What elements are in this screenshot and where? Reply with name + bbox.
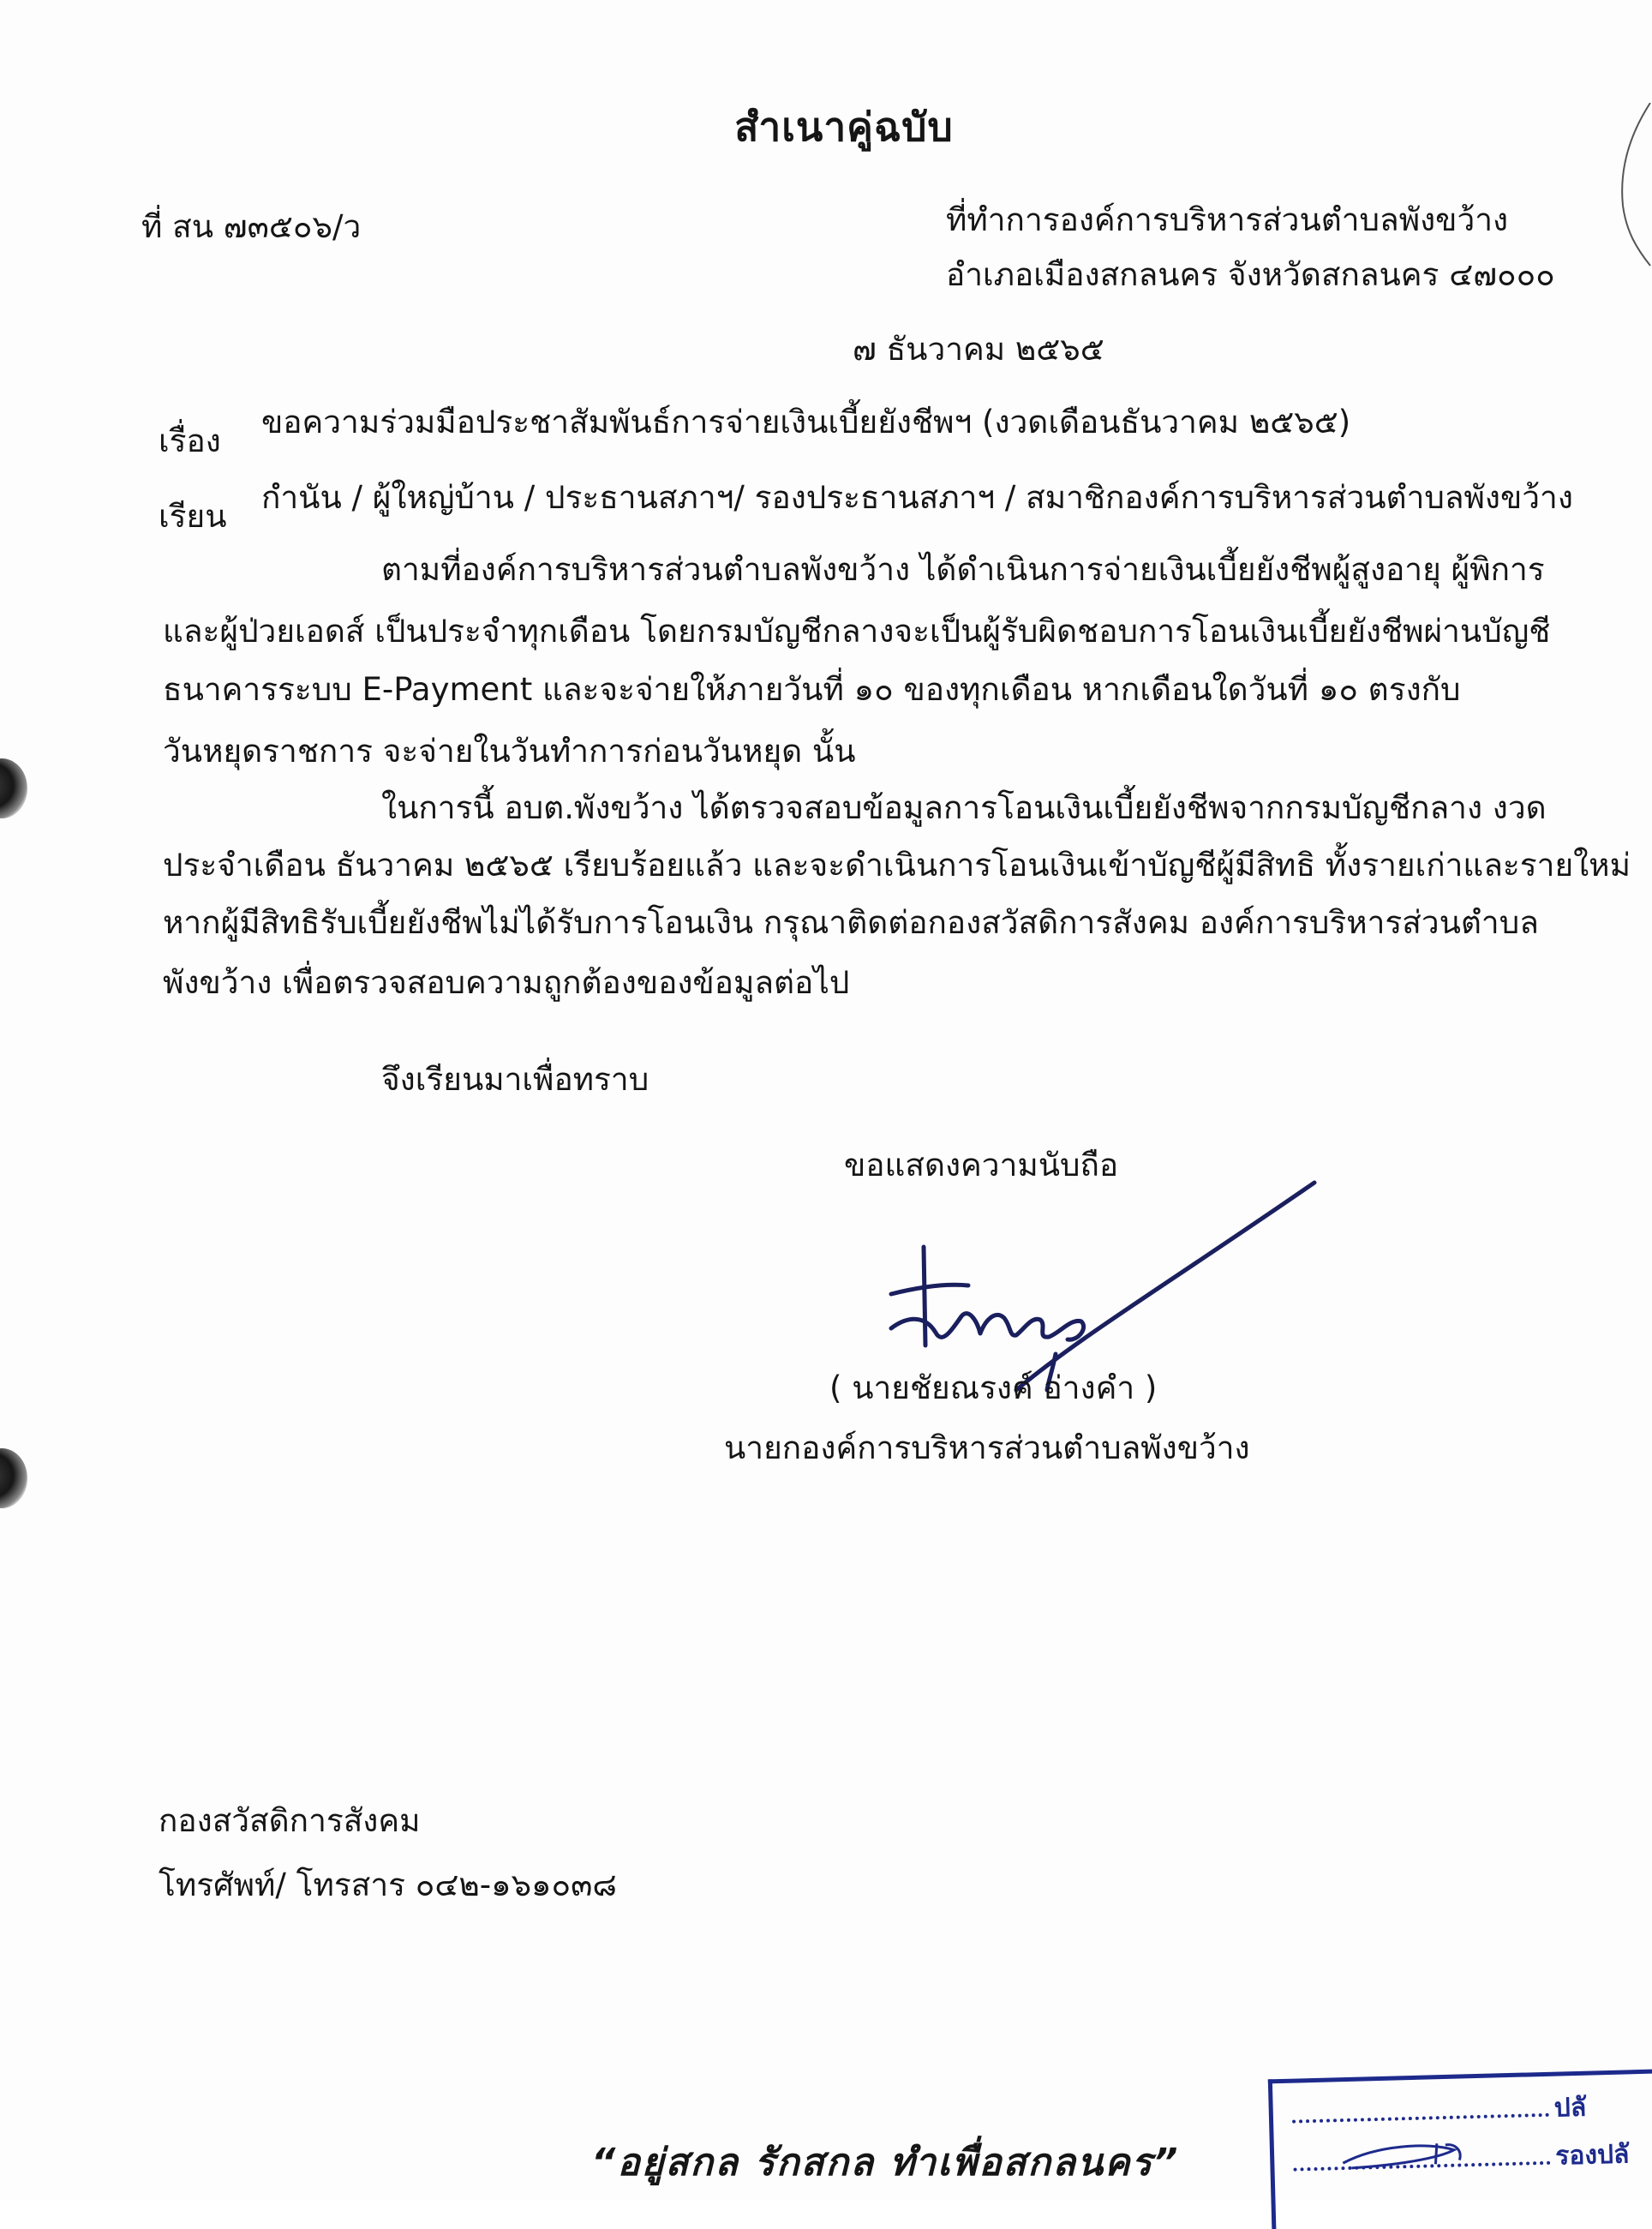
sender-address-line2: อำเภอเมืองสกลนคร จังหวัดสกลนคร ๔๗๐๐๐ <box>946 256 1555 293</box>
para1-line2: และผู้ป่วยเอดส์ เป็นประจำทุกเดือน โดยกรมบัญชีกลางจะเป็นผู้รับผิดชอบการโอนเงินเบี้ยยังชีพผ่านบัญชี <box>163 613 1551 650</box>
punch-hole-bottom <box>0 1448 27 1508</box>
subject-text: ขอความร่วมมือประชาสัมพันธ์การจ่ายเงินเบี้ยยังชีพฯ (งวดเดือนธันวาคม ๒๕๖๕) <box>261 404 1351 440</box>
document-title: สำเนาคู่ฉบับ <box>734 104 954 150</box>
subject-label: เรื่อง <box>159 422 221 459</box>
received-stamp <box>1268 2069 1652 2229</box>
para1-line3: ธนาคารระบบ E-Payment และจะจ่ายให้ภายวันที่ ๑๐ ของทุกเดือน หากเดือนใดวันที่ ๑๐ ตรงกับ <box>163 671 1461 708</box>
punch-hole-top <box>0 758 27 818</box>
signer-name: ( นายชัยณรงค์ อ่างคำ ) <box>829 1369 1158 1406</box>
stamp-line2-suffix: รองปลั <box>1554 2139 1630 2172</box>
sender-address-line1: ที่ทำการองค์การบริหารส่วนตำบลพังขว้าง <box>946 201 1509 238</box>
para2-line1: ในการนี้ อบต.พังขว้าง ได้ตรวจสอบข้อมูลการโอนเงินเบี้ยยังชีพจากกรมบัญชีกลาง งวด <box>381 789 1547 826</box>
closing-text: จึงเรียนมาเพื่อทราบ <box>381 1061 649 1098</box>
para2-line4: พังขว้าง เพื่อตรวจสอบความถูกต้องของข้อมูลต่อไป <box>163 964 850 1001</box>
recipient-label: เรียน <box>159 498 227 535</box>
para2-line3: หากผู้มีสิทธิรับเบี้ยยังชีพไม่ได้รับการโอนเงิน กรุณาติดต่อกองสวัสดิการสังคม องค์การบริหารส่วนตำบล <box>163 904 1539 941</box>
contact-phone: โทรศัพท์/ โทรสาร ๐๔๒-๑๖๑๐๓๘ <box>159 1866 617 1903</box>
para1-line1: ตามที่องค์การบริหารส่วนตำบลพังขว้าง ได้ดำเนินการจ่ายเงินเบี้ยยังชีพผู้สูงอายุ ผู้พิการ <box>381 551 1545 588</box>
slogan: “อยู่สกล รักสกล ทำเพื่อสกลนคร” <box>591 2141 1180 2184</box>
stamp-dots-1 <box>1292 2113 1549 2124</box>
reference-number: ที่ สน ๗๓๕๐๖/ว <box>141 208 362 245</box>
stamp-initial-signature <box>1325 2124 1498 2180</box>
document-date: ๗ ธันวาคม ๒๕๖๕ <box>853 331 1104 368</box>
stamp-line1-suffix: ปลั <box>1553 2092 1587 2124</box>
signer-position: นายกองค์การบริหารส่วนตำบลพังขว้าง <box>724 1429 1250 1466</box>
regards-text: ขอแสดงความนับถือ <box>844 1147 1119 1183</box>
para2-line2: ประจำเดือน ธันวาคม ๒๕๖๕ เรียบร้อยแล้ว และจะดำเนินการโอนเงินเข้าบัญชีผู้มีสิทธิ ทั้งรายเก่าและรายใหม่ <box>163 847 1631 884</box>
recipient-text: กำนัน / ผู้ใหญ่บ้าน / ประธานสภาฯ/ รองประธานสภาฯ / สมาชิกองค์การบริหารส่วนตำบลพังขว้าง <box>261 479 1573 516</box>
para1-line4: วันหยุดราชการ จะจ่ายในวันทำการก่อนวันหยุด นั้น <box>163 733 856 770</box>
department-name: กองสวัสดิการสังคม <box>159 1802 421 1839</box>
